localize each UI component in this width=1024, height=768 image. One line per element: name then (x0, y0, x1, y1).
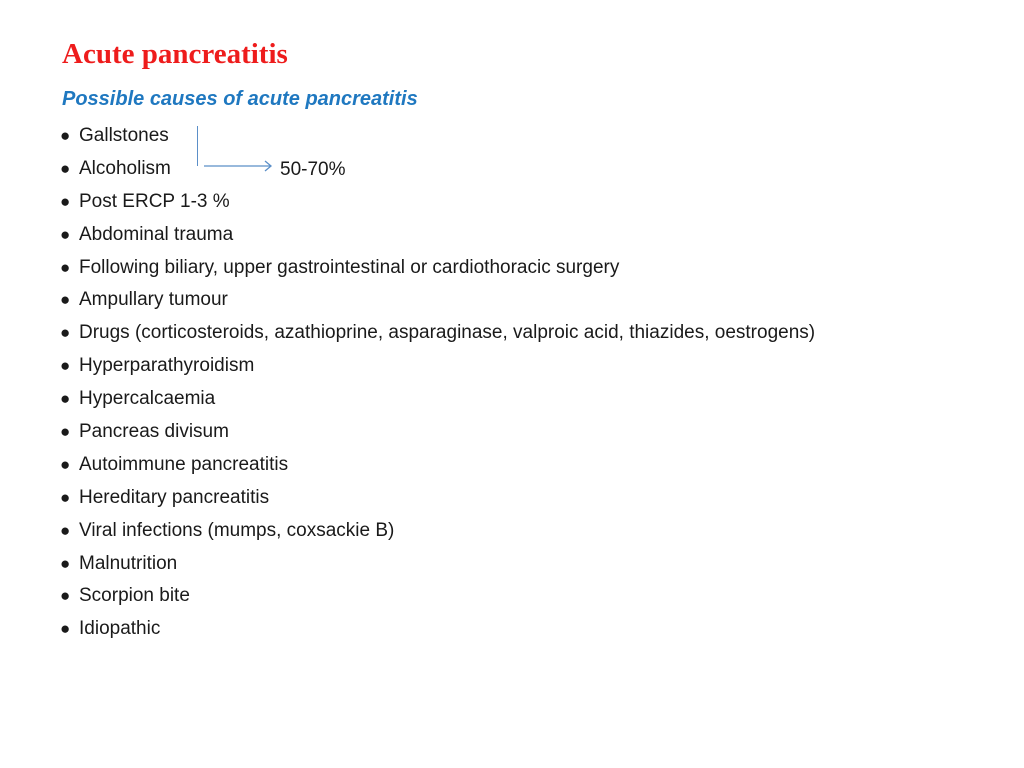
cause-label: Drugs (corticosteroids, azathioprine, asparaginase, valproic acid, thiazides, oestrogens) (79, 322, 816, 344)
list-item (60, 548, 815, 581)
list-item (60, 350, 815, 383)
cause-label: Hypercalcaemia (79, 388, 216, 410)
list-item (60, 613, 815, 646)
bullet-icon: ● (60, 191, 71, 211)
list-item (60, 252, 815, 285)
cause-label: Gallstones (79, 125, 169, 146)
list-item (60, 186, 815, 219)
list-item (60, 580, 815, 613)
list-item (60, 219, 815, 252)
gallstone-alcohol-percent: 50-70% (280, 159, 346, 180)
slide-title: Acute pancreatitis (62, 38, 288, 70)
bullet-icon: ● (60, 619, 71, 639)
bullet-icon: ● (60, 520, 71, 540)
cause-label: Malnutrition (79, 552, 178, 574)
list-item (60, 317, 815, 350)
bullet-icon: ● (60, 454, 71, 474)
bullet-icon: ● (60, 290, 71, 310)
causes-list (60, 120, 815, 646)
list-item (60, 449, 815, 482)
bullet-icon: ● (60, 126, 71, 145)
list-item (60, 416, 815, 449)
cause-label: Ampullary tumour (79, 289, 228, 311)
list-item (60, 482, 815, 515)
bullet-icon: ● (60, 487, 71, 507)
bullet-icon: ● (60, 224, 71, 244)
cause-label: Post ERCP 1-3 % (79, 190, 230, 212)
bullet-icon: ● (60, 257, 71, 277)
cause-label: Autoimmune pancreatitis (79, 453, 289, 475)
cause-label: Idiopathic (79, 618, 161, 640)
cause-label: Alcoholism (79, 157, 171, 179)
cause-label: Abdominal trauma (79, 223, 234, 245)
list-item (60, 515, 815, 548)
cause-label: Scorpion bite (79, 585, 190, 607)
list-item (60, 153, 815, 186)
cause-label: Hereditary pancreatitis (79, 486, 270, 508)
bullet-icon: ● (60, 553, 71, 573)
bullet-icon: ● (60, 389, 71, 409)
bullet-icon: ● (60, 158, 71, 178)
bullet-icon: ● (60, 586, 71, 606)
bracket-line (197, 126, 198, 166)
cause-label: Pancreas divisum (79, 421, 229, 443)
cause-label: Hyperparathyroidism (79, 355, 255, 377)
cause-label: Viral infections (mumps, coxsackie B) (79, 519, 395, 541)
bullet-icon: ● (60, 323, 71, 343)
cause-label: Following biliary, upper gastrointestinal or cardiothoracic surgery (79, 256, 620, 278)
list-item (60, 120, 815, 153)
list-item (60, 284, 815, 317)
bullet-icon: ● (60, 422, 71, 442)
slide-subtitle: Possible causes of acute pancreatitis (62, 88, 418, 110)
bullet-icon: ● (60, 356, 71, 376)
right-arrow-icon (203, 159, 275, 173)
list-item (60, 383, 815, 416)
